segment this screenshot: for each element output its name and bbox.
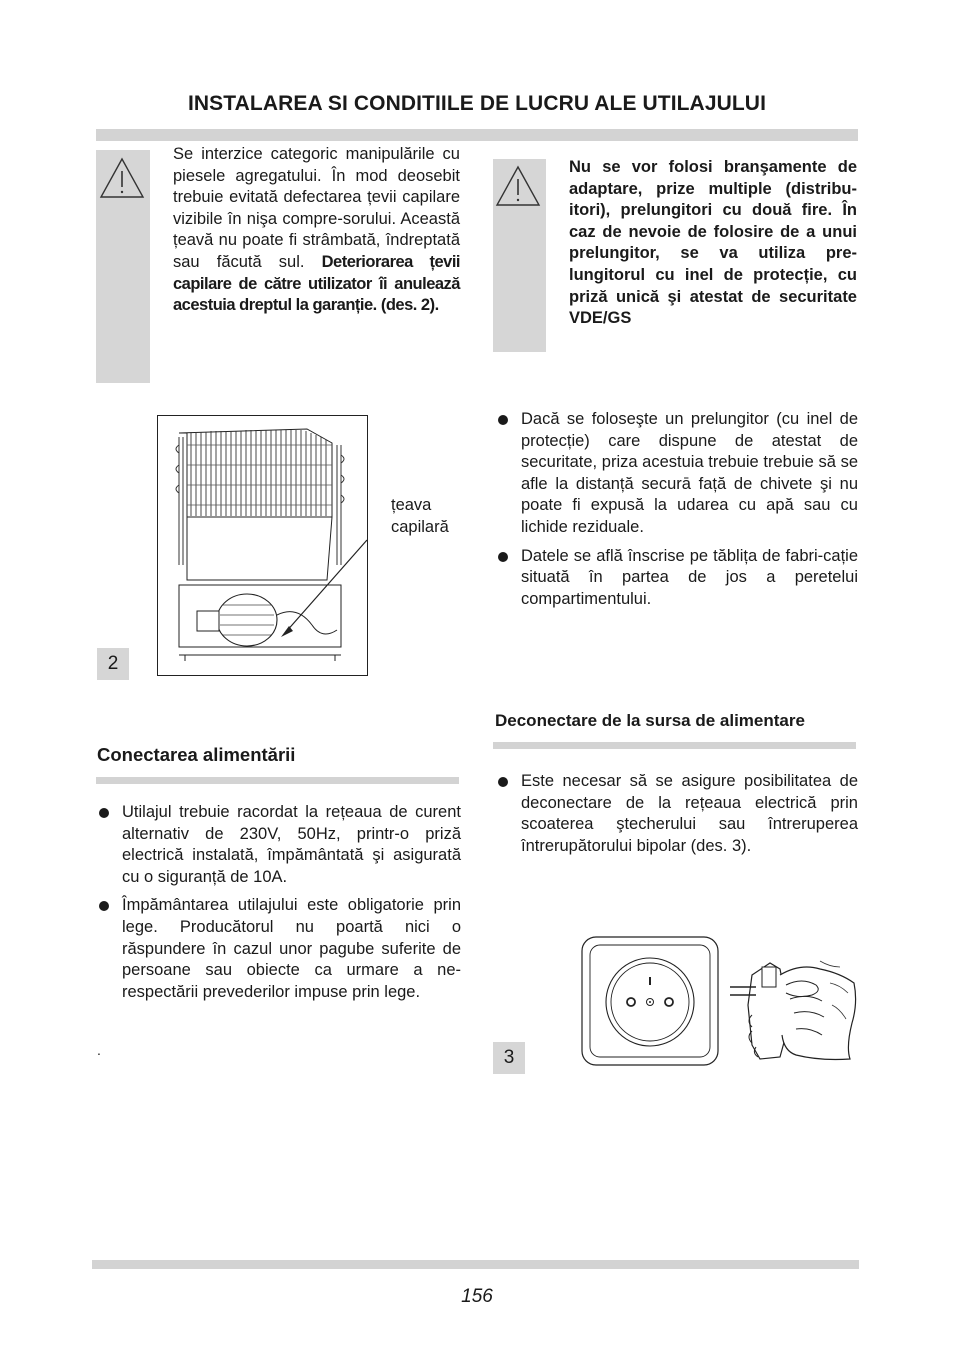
figure-3-number: 3 [493,1042,525,1074]
section-heading-disconnect: Deconectare de la sursa de alimentare [495,711,805,730]
figure-2-fridge-back [157,415,368,676]
stray-dot: . [97,1042,101,1058]
warning-text-right: Nu se vor folosi branşamente de adaptare, prize multiple (distribu-itori), prelungitori cu două fire. În caz de nevoie de folosire de a unui prelungitor, se va utiliza pre-lungitorul cu inel de protecție, cu priză unică şi atestat de securitate VDE/GS [569,158,857,328]
disconnect-bullet-list [495,771,858,864]
figure-2-number: 2 [97,648,129,680]
page-number: 156 [461,1286,493,1307]
footer-rule [92,1260,859,1269]
figure-3-socket-plug [580,935,860,1070]
title-rule [96,129,858,141]
list-item: Datele se află înscrise pe tăblița de fabri-cație situată în partea de jos a peretelui compartimentului. [495,546,858,611]
warning-triangle-icon [495,164,541,208]
warning-left-normal: Se interzice categoric manipulările cu piesele agregatului. În mod deosebit trebuie evitată defectarea țevii capilare vizibile în nişa compre-sorului. Această țeavă nu poate fi strâmbată, îndreptată sau făcută sul. [173,145,460,271]
section-heading-connect: Conectarea alimentării [97,744,296,765]
list-item: Dacă se foloseşte un prelungitor (cu inel de protecție) care dispune de atestat de securitate, priza acestuia trebuie trebuie să se afle la distanță securā față de chivete şi nu poate fi expusă la udarea cu apă sau cu lichide reziduale. [495,409,858,539]
figure-2-label [391,495,449,538]
right-bullet-list [495,409,858,617]
figure-2-label-line2: capilară [391,517,449,536]
warning-triangle-icon [99,156,145,200]
left-bullet-list [96,802,461,1010]
list-item: Utilajul trebuie racordat la rețeaua de curent alternativ de 230V, 50Hz, printr-o priză electrică instalată, împământată şi asigurată cu o siguranță de 10A. [96,802,461,888]
warning-left-bold: Deteriorarea țevii capilare de către utilizator îi anulează acestuia dreptul la garanție. (des. 2). [173,252,460,315]
page-title: INSTALAREA SI CONDITIILE DE LUCRU ALE UTILAJULUI [187,92,766,115]
list-item: Este necesar să se asigure posibilitatea de deconectare de la rețeaua electrică prin scoaterea ştecherului sau întreruperea întrerupătorului bipolar (des. 3). [495,771,858,857]
section-rule-left [96,777,459,784]
warning-text-left [173,144,460,317]
list-item: Împământarea utilajului este obligatorie prin lege. Producătorul nu poartă nici o răspundere în cazul unor pagube suferite de persoane sau obiecte ca urmare a ne-respectării prevederilor impuse prin lege. [96,895,461,1003]
figure-2-label-line1: țeava [391,496,432,514]
section-rule-right [493,742,856,749]
